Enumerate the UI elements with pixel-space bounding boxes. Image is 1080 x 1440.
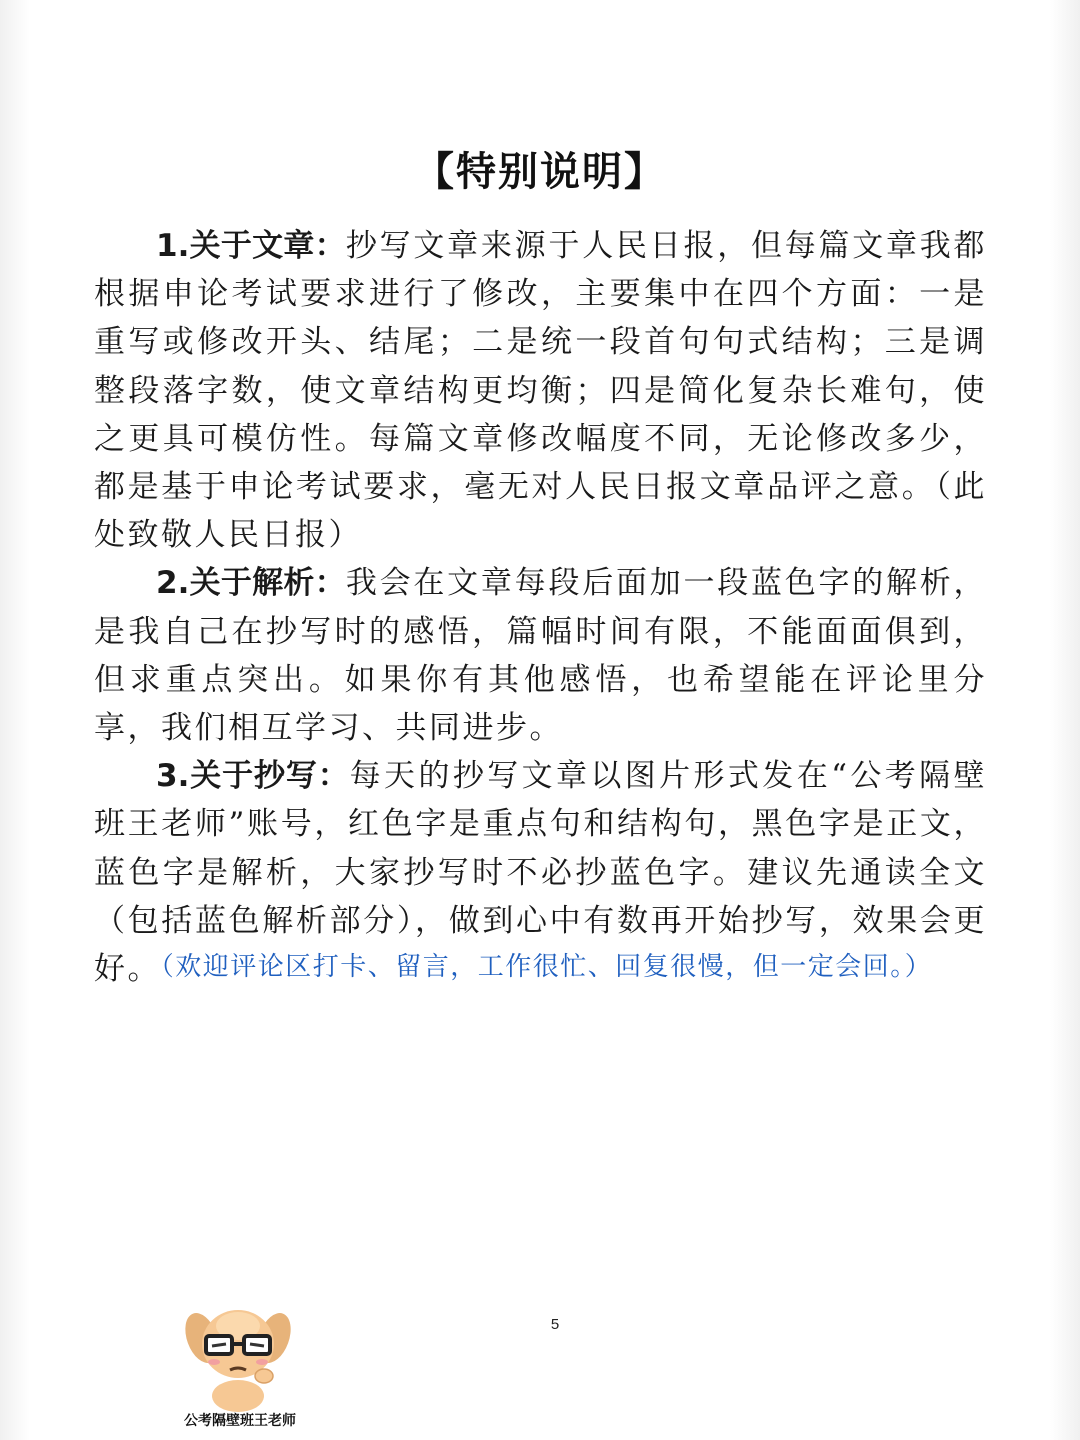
page-title: 【特别说明】 bbox=[414, 149, 666, 195]
section-heading: 3.关于抄写 bbox=[156, 758, 318, 795]
section-separator: ： bbox=[314, 228, 346, 264]
cartoon-dog-with-glasses-icon bbox=[178, 1300, 298, 1412]
section-text: 每天的抄写文章以图片形式发在“公考隔壁班王老师”账号，红色字是重点句和结构句，黑色字是正文，蓝色字是解析，大家抄写时不必抄蓝色字。建议先通读全文（包括蓝色解析部分），做到心中有数再开始抄写，效果会更好。 bbox=[94, 758, 987, 988]
section-separator: ： bbox=[317, 758, 350, 795]
section-text: 我会在文章每段后面加一段蓝色字的解析，是我自己在抄写时的感悟，篇幅时间有限，不能面面俱到，但求重点突出。如果你有其他感悟，也希望能在评论里分享，我们相互学习、共同进步。 bbox=[94, 565, 988, 747]
section-heading: 1.关于文章 bbox=[156, 228, 315, 264]
body-text bbox=[94, 222, 987, 993]
brand-name: 公考隔壁班王老师 bbox=[184, 1413, 296, 1429]
page-shade-left bbox=[0, 0, 30, 1440]
comment-note: （欢迎评论区打卡、留言，工作很忙、回复很慢，但一定会回。） bbox=[147, 952, 933, 982]
section-heading: 2.关于解析 bbox=[156, 565, 315, 602]
page-number: 5 bbox=[550, 1316, 560, 1333]
section-text: 抄写文章来源于人民日报，但每篇文章我都根据申论考试要求进行了修改，主要集中在四个方面：一是重写或修改开头、结尾；二是统一段首句句式结构；三是调整段落字数，使文章结构更均衡；四是简化复杂长难句，使之更具可模仿性。每篇文章修改幅度不同，无论修改多少，都是基于申论考试要求，毫无对人民日报文章品评之意。（此处致敬人民日报） bbox=[94, 228, 988, 554]
section-separator: ： bbox=[314, 565, 346, 602]
page-shade-right bbox=[1050, 0, 1080, 1440]
section-analysis bbox=[94, 559, 987, 752]
section-articles bbox=[94, 222, 987, 559]
